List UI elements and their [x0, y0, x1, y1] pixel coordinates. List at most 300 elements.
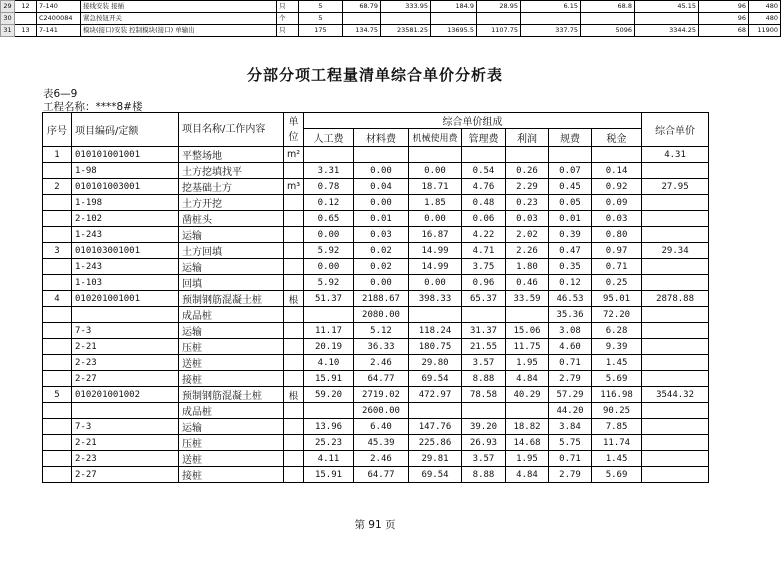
header-cost-column: 利润 — [506, 129, 549, 147]
row-cost-value: 0.92 — [592, 179, 642, 195]
row-cost-value: 0.03 — [354, 227, 409, 243]
row-name: 接桩 — [179, 467, 284, 483]
row-cost-value: 0.48 — [462, 195, 506, 211]
header-cost-column: 人工费 — [304, 129, 354, 147]
row-seq — [43, 435, 72, 451]
row-unit — [284, 371, 304, 387]
strip-cell: 11900 — [749, 25, 781, 37]
table-row — [43, 163, 709, 179]
strip-cell: 96 — [699, 1, 749, 13]
row-name: 运输 — [179, 259, 284, 275]
row-cost-value: 5.69 — [592, 371, 642, 387]
row-cost-value — [549, 147, 592, 163]
row-total: 29.34 — [642, 243, 709, 259]
table-row — [43, 403, 709, 419]
row-cost-value: 0.09 — [592, 195, 642, 211]
row-cost-value — [462, 147, 506, 163]
strip-cell — [477, 13, 521, 25]
row-total — [642, 403, 709, 419]
row-seq — [43, 403, 72, 419]
row-seq — [43, 467, 72, 483]
row-name: 凿桩头 — [179, 211, 284, 227]
header-cost-column: 材料费 — [354, 129, 409, 147]
row-cost-value: 1.80 — [506, 259, 549, 275]
row-seq — [43, 163, 72, 179]
row-cost-value: 51.37 — [304, 291, 354, 307]
table-row — [43, 291, 709, 307]
row-cost-value: 472.97 — [409, 387, 462, 403]
row-unit — [284, 307, 304, 323]
strip-cell — [635, 13, 699, 25]
row-cost-value: 95.01 — [592, 291, 642, 307]
table-row — [43, 467, 709, 483]
row-cost-value: 5.92 — [304, 275, 354, 291]
row-unit — [284, 419, 304, 435]
row-cost-value: 0.45 — [549, 179, 592, 195]
strip-cell: 只 — [277, 1, 299, 13]
row-cost-value: 29.80 — [409, 355, 462, 371]
row-cost-value: 69.54 — [409, 371, 462, 387]
row-cost-value: 0.12 — [549, 275, 592, 291]
row-name: 运输 — [179, 419, 284, 435]
row-unit — [284, 451, 304, 467]
header-cost-column: 管理费 — [462, 129, 506, 147]
table-row — [43, 451, 709, 467]
row-cost-value — [304, 147, 354, 163]
table-row — [43, 435, 709, 451]
strip-cell — [521, 13, 581, 25]
strip-cell: 5 — [299, 13, 343, 25]
row-cost-value: 4.60 — [549, 339, 592, 355]
row-cost-value: 36.33 — [354, 339, 409, 355]
table-row — [43, 419, 709, 435]
row-unit: m² — [284, 147, 304, 163]
row-total — [642, 435, 709, 451]
row-cost-value — [462, 403, 506, 419]
row-cost-value: 8.88 — [462, 467, 506, 483]
row-code: 010101003001 — [72, 179, 179, 195]
row-code: 010103001001 — [72, 243, 179, 259]
row-cost-value: 4.76 — [462, 179, 506, 195]
row-cost-value: 1.95 — [506, 451, 549, 467]
row-cost-value: 0.23 — [506, 195, 549, 211]
row-cost-value: 2.46 — [354, 355, 409, 371]
row-total — [642, 211, 709, 227]
row-name: 土方开挖 — [179, 195, 284, 211]
row-cost-value: 2080.00 — [354, 307, 409, 323]
row-cost-value: 0.00 — [409, 163, 462, 179]
row-cost-value: 15.91 — [304, 371, 354, 387]
row-cost-value: 4.11 — [304, 451, 354, 467]
row-name: 预制钢筋混凝土桩 — [179, 291, 284, 307]
row-cost-value: 0.00 — [304, 259, 354, 275]
page-title: 分部分项工程量清单综合单价分析表 — [246, 66, 503, 84]
row-cost-value: 6.40 — [354, 419, 409, 435]
row-total — [642, 227, 709, 243]
row-cost-value: 35.36 — [549, 307, 592, 323]
row-cost-value: 4.84 — [506, 467, 549, 483]
strip-cell: 5096 — [581, 25, 635, 37]
row-total — [642, 195, 709, 211]
header-total: 综合单价 — [642, 113, 709, 147]
strip-cell: 紧急按钮开关 — [81, 13, 277, 25]
row-unit: m³ — [284, 179, 304, 195]
row-cost-value: 8.88 — [462, 371, 506, 387]
project-name: 工程名称：****8#楼 — [43, 101, 143, 113]
row-cost-value: 398.33 — [409, 291, 462, 307]
strip-cell: 480 — [749, 1, 781, 13]
row-seq — [43, 371, 72, 387]
row-cost-value: 0.96 — [462, 275, 506, 291]
row-cost-value: 147.76 — [409, 419, 462, 435]
table-row — [43, 147, 709, 163]
strip-cell: 96 — [699, 13, 749, 25]
header-name: 项目名称/工作内容 — [179, 113, 284, 147]
row-cost-value: 5.75 — [549, 435, 592, 451]
row-cost-value: 64.77 — [354, 371, 409, 387]
header-cost-column: 税金 — [592, 129, 642, 147]
row-cost-value: 2600.00 — [354, 403, 409, 419]
header-cost-column: 机械使用费 — [409, 129, 462, 147]
strip-cell: 337.75 — [521, 25, 581, 37]
row-cost-value: 225.86 — [409, 435, 462, 451]
table-row — [43, 371, 709, 387]
row-cost-value — [409, 147, 462, 163]
row-cost-value: 0.78 — [304, 179, 354, 195]
row-cost-value: 20.19 — [304, 339, 354, 355]
strip-cell: 6.15 — [521, 1, 581, 13]
row-total — [642, 371, 709, 387]
row-seq — [43, 259, 72, 275]
row-unit: 根 — [284, 291, 304, 307]
row-cost-value: 15.06 — [506, 323, 549, 339]
row-cost-value: 31.37 — [462, 323, 506, 339]
strip-cell — [381, 13, 431, 25]
row-cost-value: 2.02 — [506, 227, 549, 243]
row-code: 1-243 — [72, 227, 179, 243]
row-total: 3544.32 — [642, 387, 709, 403]
table-row — [43, 179, 709, 195]
strip-cell: 1107.75 — [477, 25, 521, 37]
row-cost-value: 4.10 — [304, 355, 354, 371]
row-cost-value — [409, 403, 462, 419]
row-code: 010201001001 — [72, 291, 179, 307]
row-name: 成品桩 — [179, 403, 284, 419]
row-cost-value: 29.81 — [409, 451, 462, 467]
strip-cell: 68 — [699, 25, 749, 37]
strip-cell: 只 — [277, 25, 299, 37]
row-cost-value: 3.31 — [304, 163, 354, 179]
strip-cell: 175 — [299, 25, 343, 37]
row-cost-value: 0.26 — [506, 163, 549, 179]
strip-cell: 134.75 — [343, 25, 381, 37]
row-total — [642, 259, 709, 275]
strip-row — [1, 25, 781, 37]
strip-cell: 7-140 — [37, 1, 81, 13]
row-seq — [43, 419, 72, 435]
row-unit — [284, 163, 304, 179]
strip-row-number: 29 — [1, 1, 15, 13]
row-total — [642, 163, 709, 179]
row-cost-value: 0.00 — [354, 275, 409, 291]
strip-row — [1, 13, 781, 25]
row-unit — [284, 275, 304, 291]
row-cost-value: 0.71 — [549, 451, 592, 467]
row-seq: 2 — [43, 179, 72, 195]
strip-cell: 7-141 — [37, 25, 81, 37]
strip-cell — [15, 13, 37, 25]
strip-row-number: 30 — [1, 13, 15, 25]
row-unit — [284, 467, 304, 483]
row-code — [72, 403, 179, 419]
row-cost-value: 0.03 — [592, 211, 642, 227]
row-cost-value: 0.00 — [409, 211, 462, 227]
row-cost-value — [304, 307, 354, 323]
row-total — [642, 339, 709, 355]
row-cost-value: 0.04 — [354, 179, 409, 195]
row-cost-value: 18.71 — [409, 179, 462, 195]
row-unit: 根 — [284, 387, 304, 403]
row-code: 1-103 — [72, 275, 179, 291]
row-cost-value: 1.45 — [592, 355, 642, 371]
row-total — [642, 419, 709, 435]
row-total: 27.95 — [642, 179, 709, 195]
row-cost-value: 11.74 — [592, 435, 642, 451]
strip-cell: C2400084 — [37, 13, 81, 25]
row-seq — [43, 227, 72, 243]
row-cost-value: 2.46 — [354, 451, 409, 467]
row-cost-value: 14.99 — [409, 259, 462, 275]
row-cost-value: 64.77 — [354, 467, 409, 483]
row-cost-value: 0.03 — [506, 211, 549, 227]
table-row — [43, 227, 709, 243]
row-total: 2878.88 — [642, 291, 709, 307]
strip-cell: 333.95 — [381, 1, 431, 13]
row-unit — [284, 403, 304, 419]
strip-row — [1, 1, 781, 13]
strip-cell: 184.9 — [431, 1, 477, 13]
row-cost-value — [409, 307, 462, 323]
table-number: 表6—9 — [43, 88, 78, 100]
row-cost-value: 69.54 — [409, 467, 462, 483]
row-seq: 1 — [43, 147, 72, 163]
row-seq — [43, 451, 72, 467]
row-code: 1-243 — [72, 259, 179, 275]
row-total — [642, 355, 709, 371]
row-name: 成品桩 — [179, 307, 284, 323]
table-row — [43, 355, 709, 371]
row-cost-value: 3.08 — [549, 323, 592, 339]
row-cost-value: 0.01 — [549, 211, 592, 227]
strip-cell: 13695.5 — [431, 25, 477, 37]
row-name: 压桩 — [179, 435, 284, 451]
table-row — [43, 275, 709, 291]
strip-cell: 3344.25 — [635, 25, 699, 37]
row-cost-value: 4.84 — [506, 371, 549, 387]
row-code: 010201001002 — [72, 387, 179, 403]
strip-cell: 45.15 — [635, 1, 699, 13]
row-code: 2-27 — [72, 371, 179, 387]
row-cost-value: 5.69 — [592, 467, 642, 483]
row-seq — [43, 211, 72, 227]
row-cost-value: 15.91 — [304, 467, 354, 483]
row-cost-value — [462, 307, 506, 323]
row-cost-value: 72.20 — [592, 307, 642, 323]
row-name: 预制钢筋混凝土桩 — [179, 387, 284, 403]
row-total — [642, 323, 709, 339]
strip-cell: 接线安装 接插 — [81, 1, 277, 13]
row-seq: 3 — [43, 243, 72, 259]
row-name: 回填 — [179, 275, 284, 291]
row-cost-value: 1.45 — [592, 451, 642, 467]
row-code: 2-21 — [72, 435, 179, 451]
row-cost-value: 0.97 — [592, 243, 642, 259]
header-code: 项目编码/定额 — [72, 113, 179, 147]
row-unit — [284, 259, 304, 275]
row-cost-value: 0.02 — [354, 259, 409, 275]
row-cost-value: 0.00 — [354, 195, 409, 211]
strip-cell: 23581.25 — [381, 25, 431, 37]
strip-cell — [343, 13, 381, 25]
row-seq: 5 — [43, 387, 72, 403]
row-seq — [43, 355, 72, 371]
row-code: 1-198 — [72, 195, 179, 211]
row-cost-value: 0.71 — [549, 355, 592, 371]
row-cost-value: 45.39 — [354, 435, 409, 451]
row-name: 送桩 — [179, 451, 284, 467]
row-cost-value: 59.20 — [304, 387, 354, 403]
row-cost-value: 1.95 — [506, 355, 549, 371]
row-cost-value: 3.57 — [462, 355, 506, 371]
row-cost-value: 6.28 — [592, 323, 642, 339]
row-cost-value: 2188.67 — [354, 291, 409, 307]
row-seq — [43, 195, 72, 211]
row-cost-value: 0.80 — [592, 227, 642, 243]
row-seq — [43, 323, 72, 339]
row-cost-value: 65.37 — [462, 291, 506, 307]
row-cost-value: 44.20 — [549, 403, 592, 419]
row-cost-value: 0.00 — [304, 227, 354, 243]
row-name: 压桩 — [179, 339, 284, 355]
row-cost-value: 9.39 — [592, 339, 642, 355]
row-cost-value: 0.01 — [354, 211, 409, 227]
row-code: 010101001001 — [72, 147, 179, 163]
row-cost-value: 2.79 — [549, 371, 592, 387]
row-name: 送桩 — [179, 355, 284, 371]
row-cost-value: 116.98 — [592, 387, 642, 403]
strip-cell — [581, 13, 635, 25]
table-row — [43, 387, 709, 403]
row-cost-value: 0.07 — [549, 163, 592, 179]
row-cost-value: 5.12 — [354, 323, 409, 339]
table-row — [43, 307, 709, 323]
row-cost-value: 0.35 — [549, 259, 592, 275]
row-unit — [284, 211, 304, 227]
row-cost-value: 14.68 — [506, 435, 549, 451]
row-seq — [43, 275, 72, 291]
row-cost-value: 11.17 — [304, 323, 354, 339]
row-name: 土方挖填找平 — [179, 163, 284, 179]
page-number: 第 91 页 — [354, 519, 396, 531]
strip-cell: 28.95 — [477, 1, 521, 13]
row-name: 土方回填 — [179, 243, 284, 259]
row-cost-value: 180.75 — [409, 339, 462, 355]
row-cost-value: 0.06 — [462, 211, 506, 227]
row-cost-value: 2.26 — [506, 243, 549, 259]
row-cost-value: 118.24 — [409, 323, 462, 339]
row-name: 接桩 — [179, 371, 284, 387]
row-total: 4.31 — [642, 147, 709, 163]
row-cost-value: 0.47 — [549, 243, 592, 259]
header-cost-column: 规费 — [549, 129, 592, 147]
row-cost-value — [506, 403, 549, 419]
row-cost-value: 2.29 — [506, 179, 549, 195]
row-cost-value: 0.02 — [354, 243, 409, 259]
row-cost-value: 5.92 — [304, 243, 354, 259]
row-code: 2-102 — [72, 211, 179, 227]
row-cost-value: 57.29 — [549, 387, 592, 403]
row-total — [642, 275, 709, 291]
row-unit — [284, 355, 304, 371]
strip-cell: 5 — [299, 1, 343, 13]
row-cost-value: 0.00 — [354, 163, 409, 179]
row-cost-value: 21.55 — [462, 339, 506, 355]
row-code: 2-21 — [72, 339, 179, 355]
row-cost-value: 7.85 — [592, 419, 642, 435]
row-cost-value: 46.53 — [549, 291, 592, 307]
row-unit — [284, 339, 304, 355]
row-cost-value: 2.79 — [549, 467, 592, 483]
row-seq: 4 — [43, 291, 72, 307]
row-unit — [284, 243, 304, 259]
row-cost-value: 0.54 — [462, 163, 506, 179]
strip-cell: 个 — [277, 13, 299, 25]
row-name: 平整场地 — [179, 147, 284, 163]
strip-cell: 480 — [749, 13, 781, 25]
row-cost-value: 1.85 — [409, 195, 462, 211]
row-code: 2-27 — [72, 467, 179, 483]
row-cost-value: 3.75 — [462, 259, 506, 275]
row-unit — [284, 227, 304, 243]
header-seq: 序号 — [43, 113, 72, 147]
row-cost-value: 2719.02 — [354, 387, 409, 403]
row-cost-value: 11.75 — [506, 339, 549, 355]
row-total — [642, 451, 709, 467]
row-total — [642, 307, 709, 323]
row-cost-value: 33.59 — [506, 291, 549, 307]
row-cost-value — [506, 147, 549, 163]
row-cost-value: 0.71 — [592, 259, 642, 275]
row-unit — [284, 435, 304, 451]
row-seq — [43, 339, 72, 355]
row-unit — [284, 195, 304, 211]
header-group: 综合单价组成 — [304, 113, 642, 129]
strip-cell: 12 — [15, 1, 37, 13]
row-cost-value: 18.82 — [506, 419, 549, 435]
row-cost-value — [592, 147, 642, 163]
row-cost-value — [354, 147, 409, 163]
row-cost-value: 78.58 — [462, 387, 506, 403]
row-cost-value: 90.25 — [592, 403, 642, 419]
table-row — [43, 323, 709, 339]
row-cost-value: 13.96 — [304, 419, 354, 435]
unit-price-analysis-table — [42, 112, 709, 483]
row-cost-value — [304, 403, 354, 419]
row-total — [642, 467, 709, 483]
row-name: 运输 — [179, 323, 284, 339]
strip-cell: 13 — [15, 25, 37, 37]
row-cost-value: 39.20 — [462, 419, 506, 435]
